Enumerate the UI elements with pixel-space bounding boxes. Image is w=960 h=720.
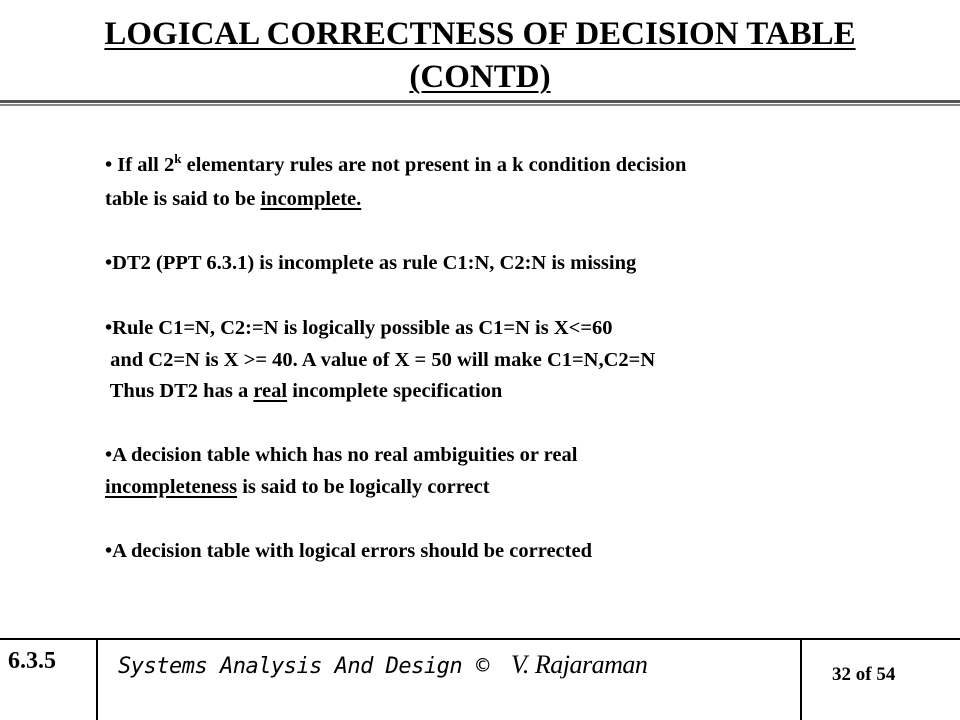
title-divider xyxy=(0,100,960,103)
page-number: 32 of 54 xyxy=(832,664,896,685)
underlined-incompleteness: incompleteness xyxy=(105,476,238,498)
bullet-5: •A decision table with logical errors should be corrected xyxy=(105,540,592,562)
bullet-4-line-2: incompleteness is said to be logically correct xyxy=(105,476,490,498)
footer-separator-right xyxy=(800,640,802,720)
bullet-3-line-1: •Rule C1=N, C2:=N is logically possible as C1=N is X<=60 xyxy=(105,317,613,339)
slide-title-line1: LOGICAL CORRECTNESS OF DECISION TABLE xyxy=(104,16,856,52)
footer-divider xyxy=(0,638,960,640)
title-divider-shadow xyxy=(0,104,960,106)
bullet-1-line-2: table is said to be incomplete. xyxy=(105,188,362,210)
bullet-3-line-2: and C2=N is X >= 40. A value of X = 50 will make C1=N,C2=N xyxy=(105,349,656,371)
copyright-icon: © xyxy=(476,654,489,679)
underlined-incomplete: incomplete. xyxy=(260,188,362,210)
bullet-3-line-3: Thus DT2 has a real incomplete specification xyxy=(105,380,503,402)
bullet-1-line-1: • If all 2$^k$ elementary rules are not present in a k condition decision xyxy=(105,151,687,176)
course-credit xyxy=(118,650,647,680)
underlined-real: real xyxy=(253,380,288,402)
course-name: Systems Analysis And Design xyxy=(118,654,463,679)
author-name: V. Rajaraman xyxy=(510,650,648,679)
bullet-2: •DT2 (PPT 6.3.1) is incomplete as rule C1:N, C2:N is missing xyxy=(105,252,637,274)
footer-separator-left xyxy=(96,640,98,720)
slide-title-line2: (CONTD) xyxy=(409,59,551,95)
section-number: 6.3.5 xyxy=(8,648,56,674)
bullet-4-line-1: •A decision table which has no real ambiguities or real xyxy=(105,444,578,466)
